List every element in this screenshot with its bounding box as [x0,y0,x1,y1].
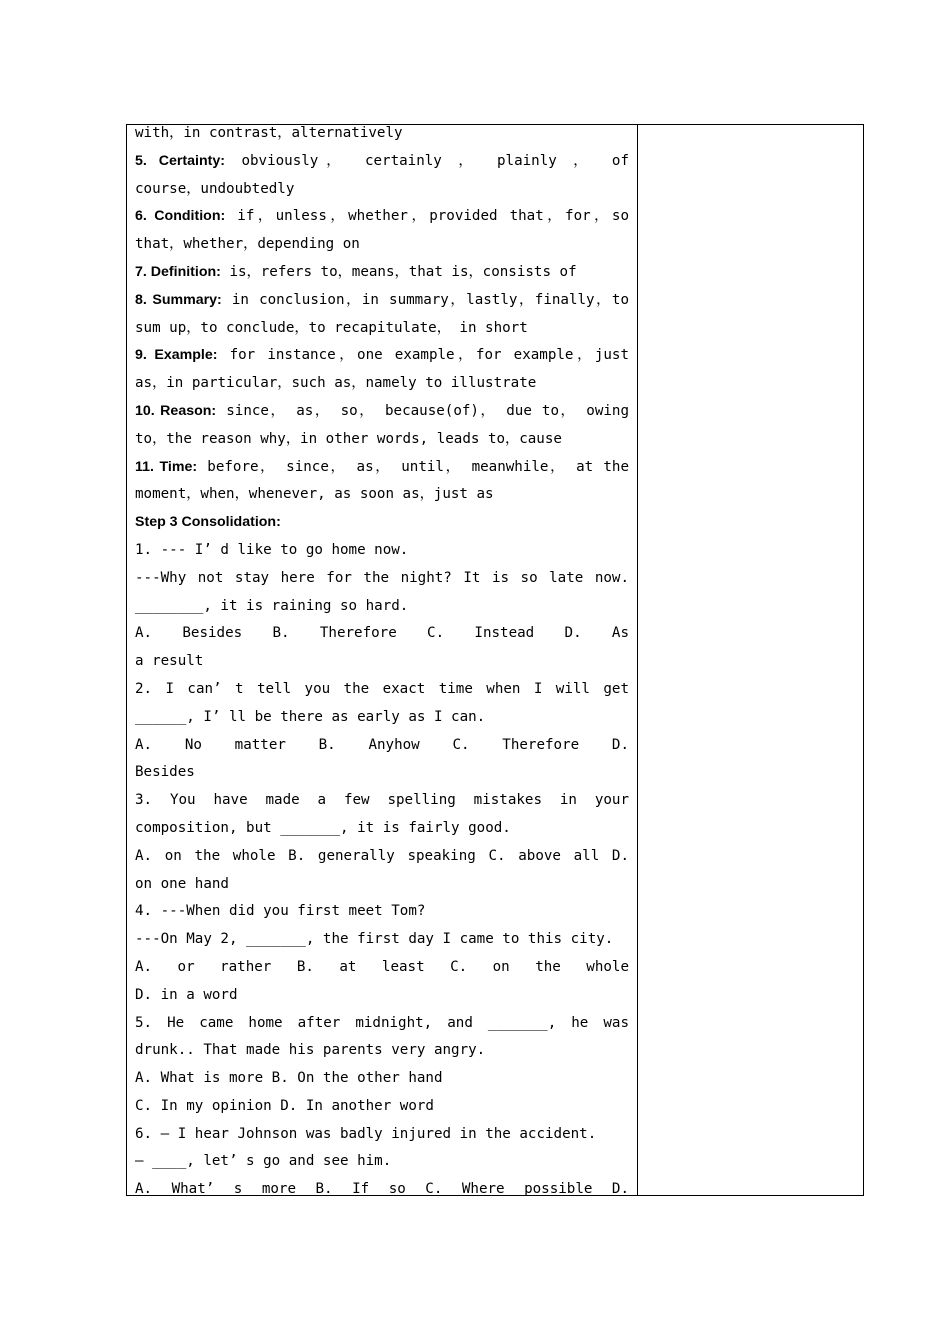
bold-heading: Step 3 Consolidation: [135,514,281,531]
line-text: moment，when，whenever, as soon as，just as [135,486,494,503]
text-line [135,1093,629,1121]
line-text: since， as， so， because(of)， due to， owing [216,402,629,419]
line-text: ---Why not stay here for the night? It is so late now. [135,569,629,586]
line-text: with，in contrast，alternatively [135,125,403,141]
line-text: 2. I can’ t tell you the exact time when I will get [135,680,629,697]
line-text: is，refers to，means，that is，consists of [220,263,577,280]
line-text: A. Besides B. Therefore C. Instead D. As [135,625,629,642]
text-line [135,954,629,982]
bold-heading: 7. Definition: [135,263,221,280]
bold-heading: 5. Certainty: [135,152,225,169]
text-line [135,203,629,231]
text-line [135,509,629,537]
text-line [135,759,629,787]
text-line [135,787,629,815]
line-text: — ____, let’ s go and see him. [135,1153,392,1170]
text-line [135,176,629,204]
line-text: in conclusion，in summary，lastly，finally，to [221,291,629,308]
bold-heading: 6. Condition: [135,208,226,225]
line-text: A. No matter B. Anyhow C. Therefore D. [135,736,629,753]
left-cell-text [135,120,629,1204]
line-text: course，undoubtedly [135,180,295,197]
text-line [135,148,629,176]
text-line [135,454,629,482]
line-text: ______, I’ ll be there as early as I can. [135,708,486,725]
text-line [135,843,629,871]
text-line [135,676,629,704]
text-line [135,898,629,926]
text-line [135,1121,629,1149]
line-text: on one hand [135,875,229,892]
line-text: ________, it is raining so hard. [135,597,409,614]
line-text: 4. ---When did you first meet Tom? [135,903,426,920]
line-text: 3. You have made a few spelling mistakes in your [135,792,629,809]
line-text: C. In my opinion D. In another word [135,1097,434,1114]
line-text: Besides [135,764,195,781]
text-line [135,259,629,287]
line-text: composition, but _______, it is fairly good. [135,819,511,836]
bold-heading: 10. Reason: [135,402,217,419]
text-line [135,620,629,648]
text-line [135,120,629,148]
text-line [135,537,629,565]
text-line [135,648,629,676]
text-line [135,481,629,509]
line-text: 5. He came home after midnight, and _______, he was [135,1014,629,1031]
line-text: A. What’ s more B. If so C. Where possible D. [135,1181,629,1198]
text-line [135,815,629,843]
text-line [135,1010,629,1038]
text-line [135,231,629,259]
text-line [135,732,629,760]
line-text: a result [135,653,204,670]
line-text: sum up，to conclude，to recapitulate， in short [135,319,528,336]
bold-heading: 11. Time: [135,458,198,475]
line-text: 1. --- I’ d like to go home now. [135,541,409,558]
text-line [135,982,629,1010]
text-line [135,398,629,426]
line-text: if，unless，whether，provided that，for，so [225,208,629,225]
text-line [135,704,629,732]
line-text: before， since， as， until， meanwhile， at the [197,458,629,475]
line-text: 6. — I hear Johnson was badly injured in the accident. [135,1125,597,1142]
text-line [135,426,629,454]
line-text: A. on the whole B. generally speaking C. above all D. [135,847,629,864]
line-text: obviously， certainly ， plainly ， of [224,152,629,169]
line-text: for instance，one example，for example，just [217,347,629,364]
text-line [135,565,629,593]
text-line [135,315,629,343]
text-line [135,1037,629,1065]
line-text: as，in particular，such as，namely to illustrate [135,375,537,392]
line-text: A. What is more B. On the other hand [135,1070,443,1087]
text-line [135,593,629,621]
line-text: D. in a word [135,986,238,1003]
text-line [135,342,629,370]
text-line [135,926,629,954]
text-line [135,1176,629,1204]
line-text: to，the reason why，in other words, leads to，cause [135,430,562,447]
bold-heading: 9. Example: [135,347,218,364]
text-line [135,1148,629,1176]
column-divider [637,124,638,1196]
bold-heading: 8. Summary: [135,291,222,308]
line-text: that，whether，depending on [135,236,360,253]
text-line [135,1065,629,1093]
line-text: ---On May 2, _______, the first day I came to this city. [135,931,614,948]
text-line [135,287,629,315]
text-line [135,370,629,398]
text-line [135,871,629,899]
line-text: drunk.. That made his parents very angry. [135,1042,486,1059]
line-text: A. or rather B. at least C. on the whole [135,958,629,975]
